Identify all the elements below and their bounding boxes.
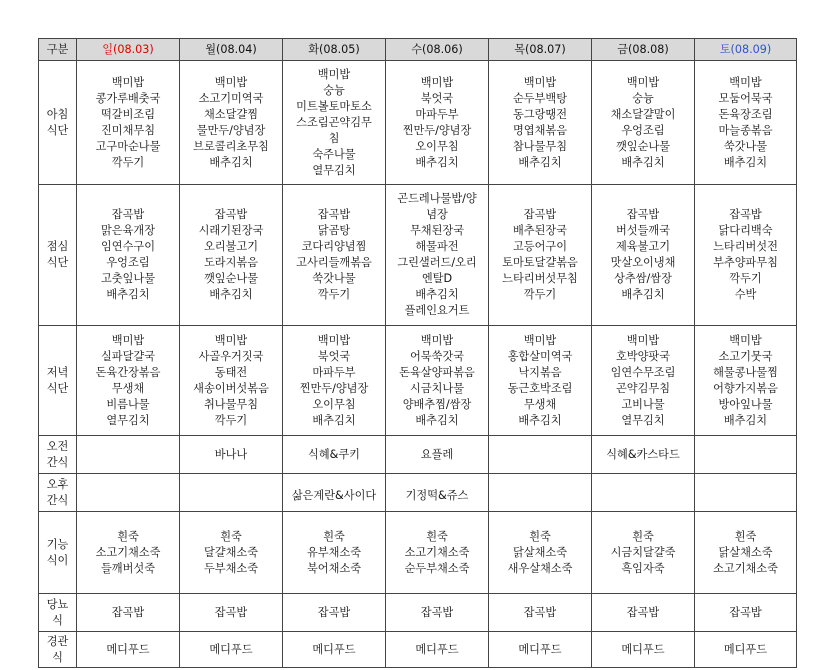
menu-item: 배추김치	[621, 155, 665, 169]
row-label-line: 간식	[46, 493, 69, 507]
menu-item: 양배추찜/쌈장	[402, 397, 472, 411]
menu-item: 무채된장국	[409, 224, 465, 237]
menu-item: 백미밥	[729, 75, 762, 89]
menu-cell-breakfast-day1	[180, 61, 283, 185]
menu-item: 백미밥	[523, 333, 557, 347]
menu-cell-pm-day1	[180, 474, 283, 512]
menu-item: 미트볼토마토소	[296, 99, 372, 113]
menu-item: 잡곡밥	[729, 605, 762, 619]
menu-item: 모둠어묵국	[718, 91, 773, 105]
menu-item: 고구마순나물	[95, 139, 161, 153]
menu-item: 임연수무조림	[610, 365, 676, 379]
menu-item: 식혜&쿠키	[308, 447, 360, 461]
menu-item: 실파달걀국	[100, 349, 156, 363]
menu-item: 잡곡밥	[317, 605, 351, 619]
menu-item: 배추김치	[209, 288, 253, 301]
menu-item: 메디푸드	[621, 642, 665, 656]
menu-item: 배추김치	[621, 288, 665, 301]
menu-cell-am-day6	[695, 436, 797, 474]
menu-cell-pm-day3	[386, 474, 489, 512]
menu-cell-dinner-day3	[386, 326, 489, 436]
menu-cell-lunch-day0	[77, 185, 180, 326]
menu-item: 배추김치	[518, 155, 562, 169]
menu-item: 백미밥	[111, 333, 145, 347]
menu-item: 느타리버섯무침	[502, 272, 578, 285]
menu-cell-lunch-day4	[489, 185, 592, 326]
menu-item: 백미밥	[420, 75, 454, 89]
menu-item: 채소달걀찜	[203, 107, 259, 121]
menu-cell-func-day4	[489, 512, 592, 594]
menu-cell-am-day3	[386, 436, 489, 474]
menu-cell-breakfast-day5	[592, 61, 695, 185]
menu-item: 소고기미역국	[198, 91, 264, 105]
menu-item: 배추김치	[106, 288, 150, 301]
menu-item: 흰죽	[323, 529, 345, 543]
menu-item: 흰죽	[529, 529, 551, 543]
menu-cell-dinner-day1	[180, 326, 283, 436]
menu-item: 숙주나물	[312, 147, 356, 161]
menu-cell-dinner-day2	[283, 326, 386, 436]
menu-item: 명엽채볶음	[512, 123, 568, 137]
row-label-line: 당뇨	[46, 597, 69, 611]
menu-cell-func-day3	[386, 512, 489, 594]
menu-cell-tube-day0	[77, 632, 180, 668]
row-label-line: 저녁	[46, 365, 69, 379]
weekly-meal-table	[38, 38, 797, 668]
menu-item: 돈육간장볶음	[95, 365, 161, 379]
row-label-func	[39, 512, 77, 594]
menu-item: 잡곡밥	[111, 208, 145, 221]
row-label-line: 점심	[46, 240, 69, 253]
menu-cell-lunch-day2	[283, 185, 386, 326]
menu-item: 물만두/양념장	[196, 123, 266, 137]
row-label-line: 오전	[46, 439, 69, 453]
menu-item: 백미밥	[214, 333, 248, 347]
menu-item: 잡곡밥	[626, 208, 660, 221]
menu-item: 쑥갓나물	[312, 272, 356, 285]
menu-cell-func-day6	[695, 512, 797, 594]
menu-item: 배추김치	[415, 155, 459, 169]
menu-item: 요플레	[420, 447, 454, 461]
menu-item: 곤드레나물밥/양	[397, 192, 477, 205]
menu-item: 기정떡&쥬스	[405, 489, 469, 502]
menu-cell-diab-day4	[489, 594, 592, 632]
row-label-line: 식이	[46, 553, 69, 567]
menu-item: 메디푸드	[106, 642, 150, 656]
menu-item: 마늘종볶음	[718, 123, 773, 137]
menu-item: 비름나물	[106, 397, 150, 411]
menu-item: 브로콜리초무침	[193, 139, 269, 153]
menu-item: 두부채소죽	[203, 561, 259, 575]
menu-cell-am-day2	[283, 436, 386, 474]
menu-item: 닭살채소죽	[718, 545, 773, 559]
menu-item: 배추된장국	[512, 224, 568, 237]
menu-item: 깍두기	[317, 288, 351, 301]
menu-item: 잡곡밥	[626, 605, 660, 619]
menu-item: 돈육장조림	[718, 107, 773, 121]
menu-item: 고비나물	[621, 397, 665, 411]
menu-item: 잡곡밥	[523, 208, 557, 221]
menu-cell-pm-day5	[592, 474, 695, 512]
header-corner: 구분	[39, 39, 77, 61]
menu-item: 마파두부	[312, 365, 356, 379]
menu-item: 들깨버섯죽	[100, 561, 156, 575]
row-label-line: 기능	[46, 537, 69, 551]
row-dinner	[39, 326, 797, 436]
menu-item: 시래기된장국	[198, 224, 264, 237]
menu-cell-am-day1	[180, 436, 283, 474]
row-label-line: 식단	[46, 123, 69, 137]
menu-item: 잡곡밥	[111, 605, 145, 619]
menu-item: 깍두기	[111, 155, 145, 169]
menu-item: 잡곡밥	[214, 605, 248, 619]
row-lunch	[39, 185, 797, 326]
menu-cell-tube-day6	[695, 632, 797, 668]
menu-item: 새송이버섯볶음	[193, 381, 269, 395]
menu-item: 취나물무침	[203, 397, 259, 411]
row-label-am	[39, 436, 77, 474]
menu-cell-diab-day1	[180, 594, 283, 632]
menu-cell-diab-day5	[592, 594, 695, 632]
menu-cell-tube-day1	[180, 632, 283, 668]
menu-item: 메디푸드	[723, 642, 768, 656]
menu-item: 메디푸드	[209, 642, 253, 656]
menu-item: 상추쌈/쌈장	[614, 272, 672, 285]
menu-item: 메디푸드	[312, 642, 356, 656]
menu-cell-pm-day2	[283, 474, 386, 512]
menu-cell-breakfast-day2	[283, 61, 386, 185]
row-breakfast	[39, 61, 797, 185]
day-header-6: 토(08.09)	[695, 39, 797, 61]
day-header-4: 목(08.07)	[489, 39, 592, 61]
menu-item: 채소달걀말이	[610, 107, 676, 121]
menu-cell-am-day4	[489, 436, 592, 474]
row-diab	[39, 594, 797, 632]
menu-item: 고사리들깨볶음	[296, 256, 372, 269]
row-am	[39, 436, 797, 474]
menu-item: 숭늉	[632, 91, 654, 105]
menu-item: 침	[328, 131, 340, 145]
menu-cell-lunch-day6	[695, 185, 797, 326]
row-label-line: 식단	[46, 381, 69, 395]
menu-item: 배추김치	[518, 413, 562, 427]
menu-item: 배추김치	[723, 413, 768, 427]
header-row	[39, 39, 797, 61]
row-pm	[39, 474, 797, 512]
menu-item: 북어채소죽	[306, 561, 362, 575]
menu-item: 순두부채소죽	[404, 561, 470, 575]
menu-item: 쑥갓나물	[723, 139, 768, 153]
menu-item: 부추양파무침	[713, 256, 778, 269]
menu-item: 흰죽	[734, 529, 757, 543]
day-header-1: 월(08.04)	[180, 39, 283, 61]
menu-item: 삶은계란&사이다	[291, 489, 377, 502]
menu-item: 북엇국	[317, 349, 351, 363]
menu-cell-dinner-day4	[489, 326, 592, 436]
menu-item: 배추김치	[209, 155, 253, 169]
menu-cell-tube-day2	[283, 632, 386, 668]
row-label-lunch	[39, 185, 77, 326]
menu-item: 백미밥	[420, 333, 454, 347]
menu-cell-diab-day0	[77, 594, 180, 632]
menu-item: 토마토달걀볶음	[502, 256, 578, 269]
menu-item: 잡곡밥	[214, 208, 248, 221]
menu-cell-diab-day2	[283, 594, 386, 632]
menu-item: 메디푸드	[415, 642, 459, 656]
menu-item: 우엉조림	[106, 256, 150, 269]
menu-item: 배추김치	[415, 413, 459, 427]
menu-item: 잡곡밥	[523, 605, 557, 619]
menu-cell-lunch-day1	[180, 185, 283, 326]
menu-item: 해물파전	[415, 240, 459, 253]
menu-item: 고춧잎나물	[100, 272, 156, 285]
menu-item: 흑임자죽	[621, 561, 665, 575]
menu-item: 마파두부	[415, 107, 459, 121]
menu-item: 순두부백탕	[512, 91, 568, 105]
row-label-tube	[39, 632, 77, 668]
menu-item: 플레인요거트	[404, 304, 470, 317]
menu-item: 바나나	[214, 447, 248, 461]
menu-item: 곤약김무침	[615, 381, 671, 395]
menu-cell-am-day0	[77, 436, 180, 474]
day-header-3: 수(08.06)	[386, 39, 489, 61]
menu-item: 맛살오이냉채	[610, 256, 676, 269]
menu-item: 깍두기	[523, 288, 557, 301]
row-label-line: 오후	[46, 477, 69, 491]
menu-item: 백미밥	[317, 67, 351, 81]
menu-item: 우엉조림	[621, 123, 665, 137]
menu-cell-tube-day3	[386, 632, 489, 668]
menu-item: 열무김치	[621, 413, 665, 427]
menu-cell-breakfast-day4	[489, 61, 592, 185]
menu-item: 그린샐러드/오리	[397, 256, 477, 269]
menu-item: 고등어구이	[512, 240, 568, 253]
menu-cell-pm-day4	[489, 474, 592, 512]
menu-item: 어향가지볶음	[713, 381, 778, 395]
menu-item: 낙지볶음	[518, 365, 562, 379]
menu-item: 오이무침	[415, 139, 459, 153]
menu-item: 임연수구이	[100, 240, 156, 253]
menu-item: 어묵쑥갓국	[409, 349, 465, 363]
row-label-line: 식	[52, 613, 63, 627]
menu-cell-dinner-day0	[77, 326, 180, 436]
menu-item: 백미밥	[626, 333, 660, 347]
menu-cell-func-day0	[77, 512, 180, 594]
row-label-line: 식단	[46, 256, 69, 269]
day-header-0: 일(08.03)	[77, 39, 180, 61]
menu-cell-lunch-day5	[592, 185, 695, 326]
menu-cell-pm-day0	[77, 474, 180, 512]
day-header-5: 금(08.08)	[592, 39, 695, 61]
menu-item: 숭늉	[323, 83, 345, 97]
menu-item: 도라지볶음	[203, 256, 259, 269]
menu-item: 소고기뭇국	[718, 349, 773, 363]
menu-item: 떡갈비조림	[100, 107, 156, 121]
menu-item: 흰죽	[220, 529, 242, 543]
menu-item: 열무김치	[106, 413, 150, 427]
menu-item: 흰죽	[426, 529, 448, 543]
menu-item: 메디푸드	[518, 642, 562, 656]
menu-item: 소고기채소죽	[404, 545, 470, 559]
menu-item: 깍두기	[729, 272, 762, 285]
menu-item: 돈육살양파볶음	[399, 365, 475, 379]
menu-item: 오이무침	[312, 397, 356, 411]
menu-item: 배추김치	[415, 288, 459, 301]
menu-item: 닭다리백숙	[718, 224, 773, 237]
menu-cell-am-day5	[592, 436, 695, 474]
menu-item: 무생채	[111, 381, 145, 395]
menu-item: 제육불고기	[615, 240, 671, 253]
menu-item: 수박	[734, 288, 757, 301]
row-label-breakfast	[39, 61, 77, 185]
menu-item: 북엇국	[420, 91, 454, 105]
menu-item: 무생채	[523, 397, 557, 411]
menu-item: 닭살채소죽	[512, 545, 568, 559]
menu-item: 백미밥	[317, 333, 351, 347]
row-label-line: 간식	[46, 455, 69, 469]
menu-item: 념장	[426, 208, 448, 221]
day-header-2: 화(08.05)	[283, 39, 386, 61]
menu-cell-diab-day3	[386, 594, 489, 632]
menu-item: 백미밥	[626, 75, 660, 89]
menu-item: 소고기채소죽	[95, 545, 161, 559]
menu-cell-dinner-day5	[592, 326, 695, 436]
menu-item: 잡곡밥	[317, 208, 351, 221]
menu-cell-breakfast-day3	[386, 61, 489, 185]
menu-item: 방아잎나물	[718, 397, 773, 411]
menu-item: 흰죽	[117, 529, 139, 543]
row-label-diab	[39, 594, 77, 632]
menu-item: 버섯들깨국	[615, 224, 671, 237]
menu-item: 느타리버섯전	[713, 240, 778, 253]
row-func	[39, 512, 797, 594]
menu-item: 홍합살미역국	[507, 349, 573, 363]
menu-item: 참나물무침	[512, 139, 568, 153]
menu-item: 닭곰탕	[317, 224, 351, 237]
menu-item: 흰죽	[632, 529, 654, 543]
row-tube	[39, 632, 797, 668]
menu-cell-breakfast-day6	[695, 61, 797, 185]
menu-item: 달걀채소죽	[203, 545, 259, 559]
menu-item: 콩가루배춧국	[95, 91, 161, 105]
menu-item: 찐만두/양념장	[402, 123, 472, 137]
menu-item: 깻잎순나물	[615, 139, 671, 153]
menu-item: 식혜&카스타드	[606, 447, 680, 461]
menu-item: 동태전	[214, 365, 248, 379]
row-label-pm	[39, 474, 77, 512]
menu-item: 동근호박조림	[507, 381, 573, 395]
menu-item: 해물콩나물찜	[713, 365, 778, 379]
menu-cell-func-day1	[180, 512, 283, 594]
menu-item: 백미밥	[523, 75, 557, 89]
menu-item: 백미밥	[729, 333, 762, 347]
menu-cell-lunch-day3	[386, 185, 489, 326]
menu-item: 배추김치	[312, 413, 356, 427]
menu-item: 진미채무침	[100, 123, 156, 137]
menu-cell-func-day2	[283, 512, 386, 594]
menu-cell-breakfast-day0	[77, 61, 180, 185]
menu-item: 동그랑땡전	[512, 107, 568, 121]
menu-item: 백미밥	[214, 75, 248, 89]
menu-item: 맑은육개장	[100, 224, 156, 237]
menu-item: 오리불고기	[203, 240, 259, 253]
menu-item: 백미밥	[111, 75, 145, 89]
menu-item: 유부채소죽	[306, 545, 362, 559]
menu-item: 사골우거짓국	[198, 349, 264, 363]
menu-item: 잡곡밥	[420, 605, 454, 619]
menu-item: 열무김치	[312, 163, 356, 177]
menu-item: 시금치달걀죽	[610, 545, 676, 559]
menu-item: 깻잎순나물	[203, 272, 259, 285]
menu-item: 엔탈D	[421, 272, 453, 285]
menu-cell-tube-day4	[489, 632, 592, 668]
menu-item: 배추김치	[723, 155, 768, 169]
menu-cell-func-day5	[592, 512, 695, 594]
menu-item: 깍두기	[214, 413, 248, 427]
menu-cell-pm-day6	[695, 474, 797, 512]
menu-item: 새우살채소죽	[507, 561, 573, 575]
menu-item: 스조림곤약김무	[296, 115, 372, 129]
row-label-dinner	[39, 326, 77, 436]
menu-item: 잡곡밥	[729, 208, 762, 221]
menu-cell-tube-day5	[592, 632, 695, 668]
row-label-line: 경관	[46, 634, 69, 648]
row-label-line: 식	[52, 650, 63, 664]
menu-item: 코다리양념찜	[301, 240, 367, 253]
menu-item: 호박양팟국	[615, 349, 671, 363]
menu-cell-diab-day6	[695, 594, 797, 632]
menu-cell-dinner-day6	[695, 326, 797, 436]
menu-item: 찐만두/양념장	[299, 381, 369, 395]
row-label-line: 아침	[46, 107, 69, 121]
menu-item: 시금치나물	[409, 381, 465, 395]
menu-item: 소고기채소죽	[713, 561, 778, 575]
